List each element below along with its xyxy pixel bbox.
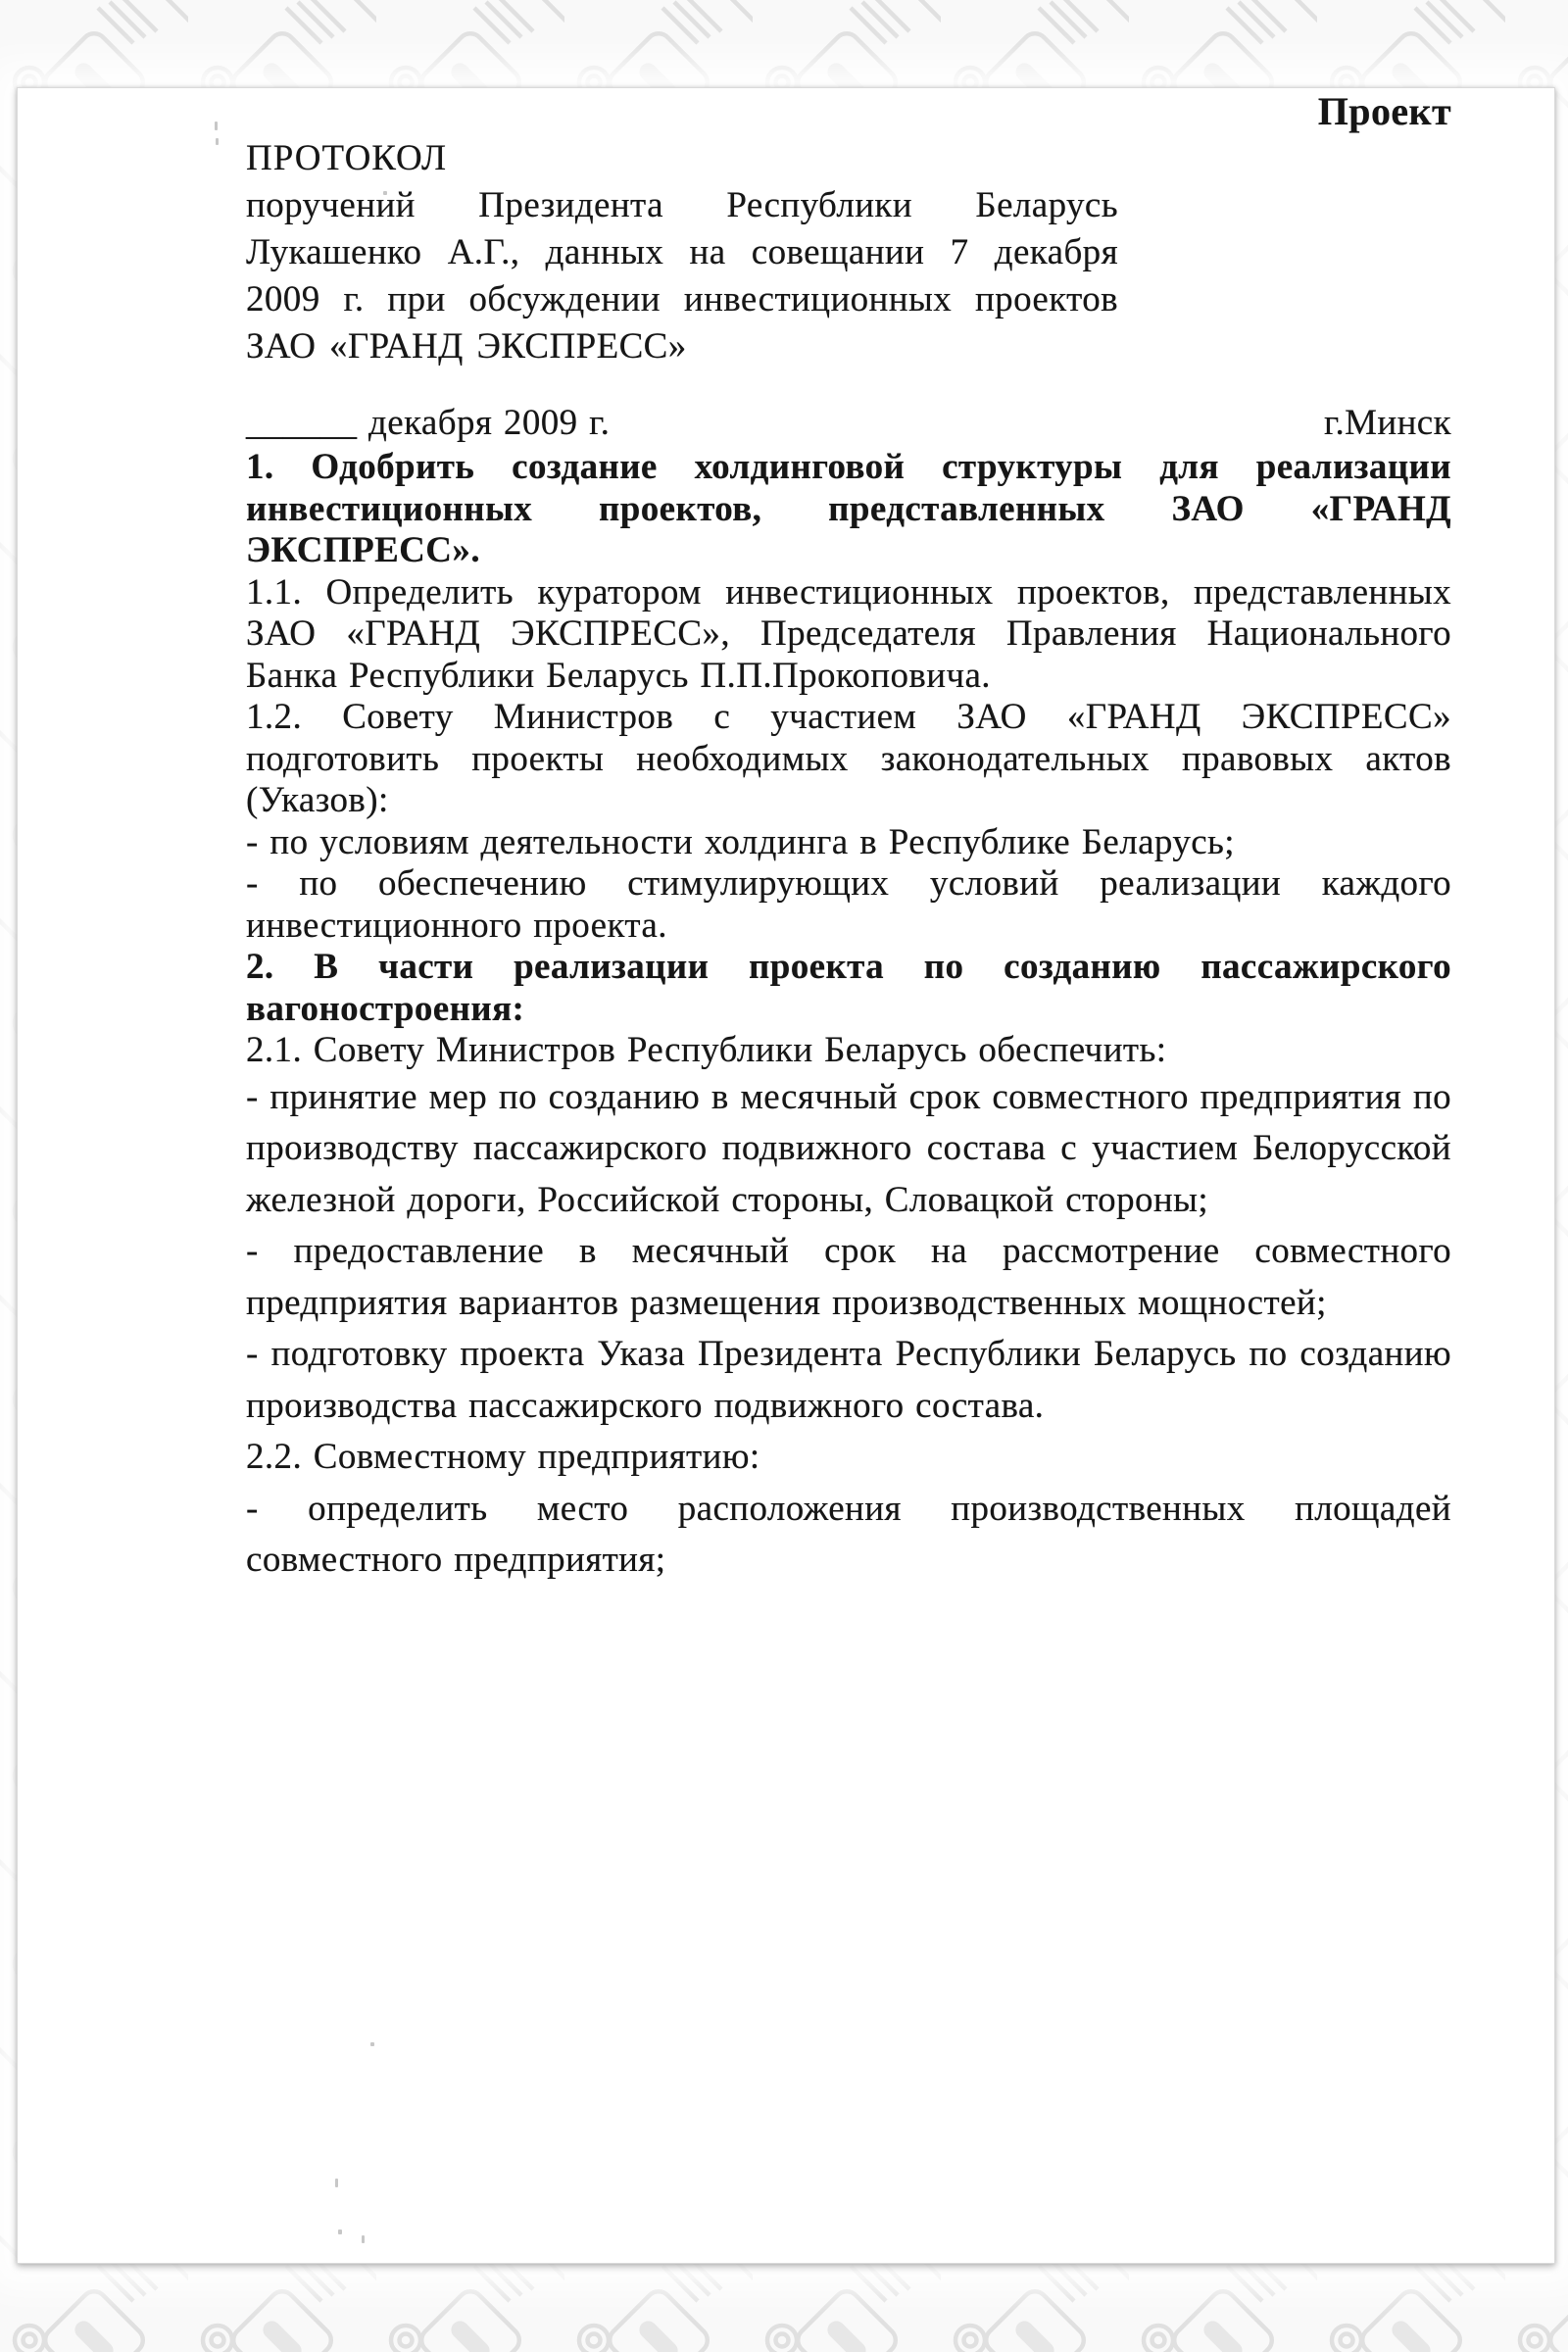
document-title: ПРОТОКОЛ	[246, 138, 448, 178]
section-1-heading: 1. Одобрить создание холдинговой структуры для реализации инвестиционных проектов, представленных ЗАО «ГРАНД ЭКСПРЕСС».	[246, 447, 1451, 570]
dateline	[246, 400, 1451, 447]
document-intro-paragraph: поручений Президента Республики Беларусь Лукашенко А.Г., данных на совещании 7 декабря 2009 г. при обсуждении инвестиционных проектов ЗАО «ГРАНД ЭКСПРЕСС»	[246, 185, 1118, 367]
scan-speck	[335, 2179, 338, 2187]
paragraph-1-2-council-of-ministers: 1.2. Совету Министров с участием ЗАО «ГРАНД ЭКСПРЕСС» подготовить проекты необходимых законодательных правовых актов (Указов):	[246, 697, 1451, 820]
date-text: декабря 2009 г.	[357, 403, 611, 443]
bullet-stimulating-conditions: - по обеспечению стимулирующих условий реализации каждого инвестиционного проекта.	[246, 863, 1451, 946]
draft-stamp: Проект	[1317, 89, 1451, 133]
paragraph-1-1-curator: 1.1. Определить куратором инвестиционных проектов, представленных ЗАО «ГРАНД ЭКСПРЕСС», Председателя Правления Национального Банка Республики Беларусь П.П.Прокоповича.	[246, 571, 1451, 696]
place-label: г.Минск	[1324, 403, 1451, 443]
bullet-production-site-location: - определить место расположения производственных площадей совместного предприятия;	[246, 1488, 1451, 1580]
scan-speck	[215, 122, 218, 130]
scan-speck	[362, 2235, 365, 2243]
document-page	[17, 87, 1555, 2264]
scan-speck	[216, 138, 219, 145]
scan-speck	[338, 2230, 342, 2234]
section-2-heading: 2. В части реализации проекта по созданию пассажирского вагоностроения:	[246, 947, 1451, 1029]
paragraph-2-1-ensure: 2.1. Совету Министров Республики Беларусь обеспечить:	[246, 1030, 1167, 1070]
bullet-capacity-placement-options: - предоставление в месячный срок на рассмотрение совместного предприятия вариантов размещения производственных мощностей;	[246, 1231, 1451, 1323]
date-line	[246, 400, 610, 447]
paragraph-2-2-joint-venture: 2.2. Совместному предприятию:	[246, 1437, 760, 1477]
bullet-holding-conditions: - по условиям деятельности холдинга в Республике Беларусь;	[246, 821, 1235, 862]
date-blank-underline: ______	[246, 403, 358, 443]
bullet-decree-draft: - подготовку проекта Указа Президента Республики Беларусь по созданию производства пассажирского подвижного состава.	[246, 1334, 1451, 1426]
document-content	[246, 88, 1451, 1587]
scan-speck	[370, 2042, 374, 2046]
bullet-joint-venture-creation: - принятие мер по созданию в месячный срок совместного предприятия по производству пассажирского подвижного состава с участием Белорусской железной дороги, Российской стороны, Словацкой стороны;	[246, 1076, 1451, 1220]
